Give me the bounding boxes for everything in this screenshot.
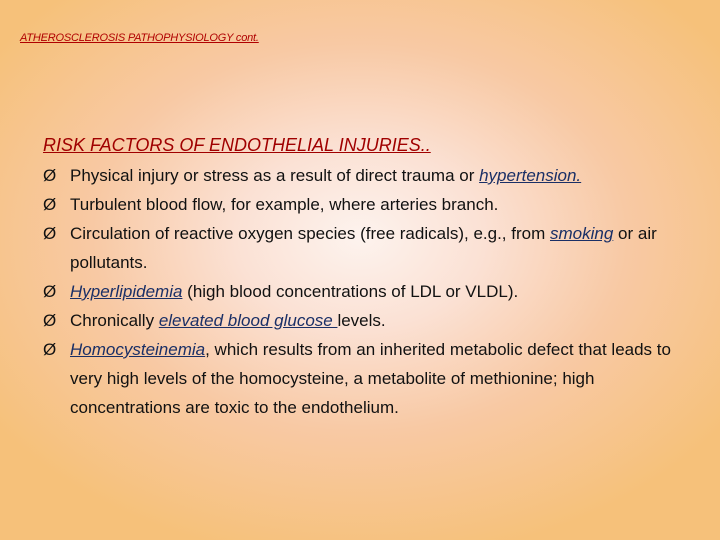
list-item xyxy=(43,219,683,277)
list-item xyxy=(43,277,683,306)
elevated-blood-glucose-link[interactable]: elevated blood glucose xyxy=(158,311,338,330)
slide-content xyxy=(43,132,683,422)
list-item xyxy=(43,306,683,335)
arrow-bullet-icon: Ø xyxy=(43,166,57,185)
bullet-text: Physical injury or stress as a result of direct trauma or xyxy=(70,166,480,185)
arrow-bullet-icon: Ø xyxy=(43,282,57,301)
smoking-link[interactable]: smoking xyxy=(549,224,614,243)
list-item xyxy=(43,190,683,219)
arrow-bullet-icon: Ø xyxy=(43,340,57,359)
hypertension-link[interactable]: hypertension. xyxy=(479,166,582,185)
hyperlipidemia-link[interactable]: Hyperlipidemia xyxy=(70,282,183,301)
slide-title: ATHEROSCLEROSIS PATHOPHYSIOLOGY cont. xyxy=(20,32,259,44)
section-heading: RISK FACTORS OF ENDOTHELIAL INJURIES.. xyxy=(43,135,431,155)
bullet-text: , which results from an inherited metabolic defect that leads to very high levels of the homocysteine, a metabolite of methionine; high concentrations are toxic to the endothelium. xyxy=(70,340,671,417)
arrow-bullet-icon: Ø xyxy=(43,224,57,243)
list-item xyxy=(43,161,683,190)
arrow-bullet-icon: Ø xyxy=(43,195,57,214)
homocysteinemia-link[interactable]: Homocysteinemia xyxy=(70,340,206,359)
bullet-text: Circulation of reactive oxygen species (free radicals), e.g., from xyxy=(70,224,550,243)
bullet-text: (high blood concentrations of LDL or VLDL). xyxy=(182,282,519,301)
list-item xyxy=(43,335,683,422)
bullet-text: levels. xyxy=(337,311,386,330)
bullet-text: Turbulent blood flow, for example, where arteries branch. xyxy=(70,195,499,214)
arrow-bullet-icon: Ø xyxy=(43,311,57,330)
bullet-text: Chronically xyxy=(70,311,159,330)
bullet-text: or air pollutants. xyxy=(70,224,657,272)
risk-factor-list xyxy=(43,161,683,422)
